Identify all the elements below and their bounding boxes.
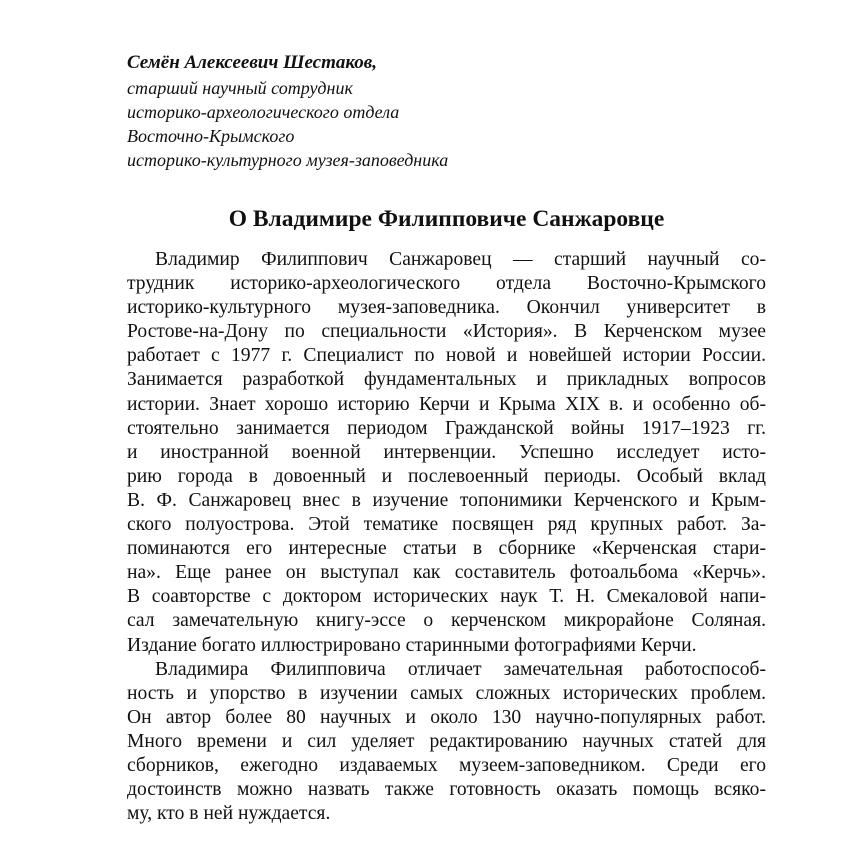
paragraph-line: Издание богато иллюстрировано старинными фотографиями Керчи. xyxy=(127,634,697,656)
paragraph-line: на». Еще ранее он выступал как составитель фотоальбома «Керчь». xyxy=(127,562,766,584)
paragraph-line: Ростове-на-Дону по специальности «История». В Керченском музее xyxy=(127,321,766,343)
paragraph-line: В. Ф. Санжаровец внес в изучение топонимики Керченского и Крым- xyxy=(127,489,766,511)
paragraph-line: Много времени и сил уделяет редактированию научных статей для xyxy=(127,730,766,752)
paragraph-line: ского полуострова. Этой тематике посвящен ряд крупных работ. За- xyxy=(127,514,766,536)
author-position-line: старший научный сотрудник xyxy=(127,78,353,98)
paragraph-line: сал замечательную книгу-эссе о керченском микрорайоне Соляная. xyxy=(127,610,766,632)
paragraph-line: трудник историко-археологического отдела Восточно-Крымского xyxy=(127,273,766,295)
author-name: Семён Алексеевич Шестаков, xyxy=(127,52,378,73)
author-position-line: Восточно-Крымского xyxy=(127,126,295,146)
paragraph-line: Занимается разработкой фундаментальных и прикладных вопросов xyxy=(127,369,766,391)
author-position-line: историко-археологического отдела xyxy=(127,102,400,122)
paragraph-line: му, кто в ней нуждается. xyxy=(127,803,331,825)
paragraph-line: Он автор более 80 научных и около 130 научно-популярных работ. xyxy=(127,706,766,728)
paragraph-line: ность и упорство в изучении самых сложных исторических проблем. xyxy=(127,682,766,704)
paragraph-line: поминаются его интересные статьи в сборнике «Керченская стари- xyxy=(127,538,766,560)
paragraph-line: работает с 1977 г. Специалист по новой и новейшей истории России. xyxy=(127,345,766,367)
paragraph-line: и иностранной военной интервенции. Успешно исследует исто- xyxy=(127,441,766,463)
paragraph-line: В соавторстве с доктором исторических наук Т. Н. Смекаловой напи- xyxy=(127,586,766,608)
paragraph-line: Владимира Филипповича отличает замечательная работоспособ- xyxy=(155,658,766,680)
author-block xyxy=(127,50,448,172)
paragraph-line: рию города в довоенный и послевоенный периоды. Особый вклад xyxy=(127,465,766,487)
paragraph-line: историко-культурного музея-заповедника. Окончил университет в xyxy=(127,297,766,319)
paragraph-line: достоинств можно назвать также готовность оказать помощь всяко- xyxy=(127,779,766,801)
paragraph-line: Владимир Филиппович Санжаровец — старший научный со- xyxy=(155,249,766,270)
author-position-line: историко-культурного музея-заповедника xyxy=(127,150,449,170)
paragraph-line: стоятельно занимается периодом Гражданской войны 1917–1923 гг. xyxy=(127,417,766,439)
paragraph-line: сборников, ежегодно издаваемых музеем-заповедником. Среди его xyxy=(127,754,766,776)
article-body xyxy=(127,248,766,826)
article-title: О Владимире Филипповиче Санжаровце xyxy=(228,206,665,232)
paragraph-line: истории. Знает хорошо историю Керчи и Крыма XIX в. и особенно об- xyxy=(127,393,766,415)
